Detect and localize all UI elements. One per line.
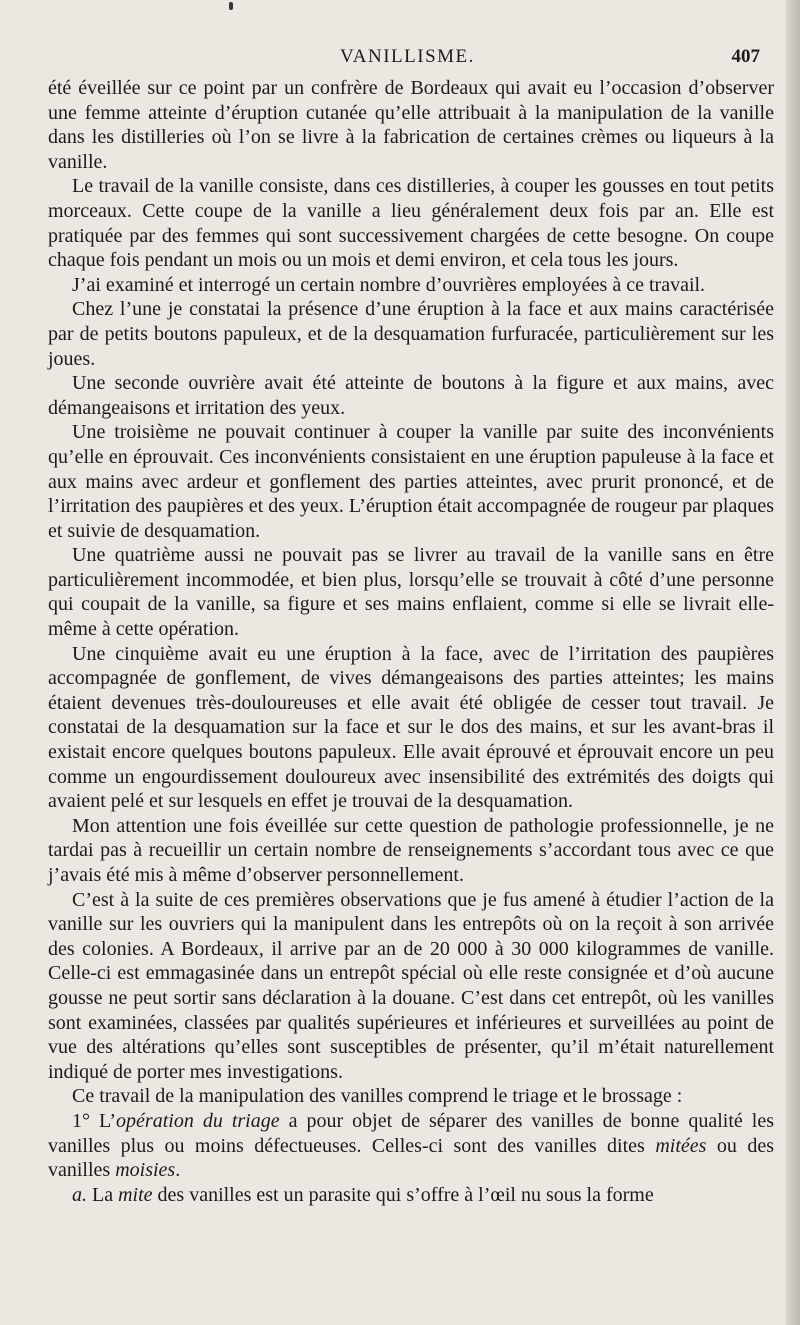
paragraph: Une quatrième aussi ne pouvait pas se livrer au travail de la vanille sans en être particulièrement incommodée, et bien plus, lorsqu’elle se trouvait à côté d’une personne qui coupait de la vanille, sa figure et ses mains enflaient, comme si elle se livrait elle-même à cette opération. (48, 544, 774, 641)
term-mitees: mitées (655, 1134, 707, 1157)
paragraph-triage: 1° L’opération du triage a pour objet de séparer des vanilles de bonne qualité les vanilles plus ou moins défectueuses. Celles-ci sont des vanilles dites mitées ou des vanilles moisies. (48, 1109, 774, 1182)
page-number: 407 (731, 46, 760, 67)
paragraph-mite: a. La mite des vanilles est un parasite qui s’offre à l’œil nu sous la forme (72, 1183, 654, 1206)
paragraph: Chez l’une je constatai la présence d’une éruption à la face et aux mains caractérisée par de petits boutons papuleux, et de la desquamation furfuracée, particulièrement sur les joues. (48, 298, 774, 370)
paragraph: Le travail de la vanille consiste, dans ces distilleries, à couper les gousses en tout petits morceaux. Cette coupe de la vanille a lieu généralement deux fois par an. Elle est pratiquée par des femmes qui sont successivement chargées de cette besogne. On coupe chaque fois pendant un mois ou un mois et demi environ, et cela tous les jours. (48, 175, 774, 272)
page-edge-shadow (786, 0, 800, 1325)
paragraph: J’ai examiné et interrogé un certain nombre d’ouvrières employées à ce travail. (72, 273, 706, 296)
item-letter: a. (72, 1183, 87, 1206)
term-moisies: moisies (115, 1159, 176, 1182)
paragraph: C’est à la suite de ces premières observations que je fus amené à étudier l’action de la vanille sur les ouvriers qui la manipulent dans les entrepôts où on la reçoit à son arrivée des colonies. A Bordeaux, il arrive par an de 20 000 à 30 000 kilogrammes de vanille. Celle-ci est emmagasinée dans un entrepôt spécial où elle reste consignée et d’où aucune gousse ne peut sortir sans déclaration à la douane. C’est dans cet entrepôt, où les vanilles sont examinées, classées par qualités supérieures et inférieures et surveillées au point de vue des altérations qu’elles sont susceptibles de présenter, qu’il m’était naturellement indiqué de porter mes investigations. (48, 888, 774, 1083)
paragraph: Une seconde ouvrière avait été atteinte de boutons à la figure et aux mains, avec démangeaisons et irritation des yeux. (48, 372, 774, 419)
ink-spot (229, 2, 233, 10)
paragraph: été éveillée sur ce point par un confrère de Bordeaux qui avait eu l’occasion d’observer une femme atteinte d’éruption cutanée qu’elle attribuait à la manipulation de la vanille dans les distilleries où l’on se livre à la fabrication de certaines crèmes ou liqueurs à la vanille. (48, 77, 774, 173)
running-title: VANILLISME. (340, 46, 475, 67)
body-text (48, 76, 774, 1207)
item-number: 1° (72, 1109, 90, 1132)
term-triage: opération du triage (116, 1109, 280, 1132)
running-head (48, 46, 774, 74)
term-mite: mite (118, 1183, 153, 1206)
paragraph: Une troisième ne pouvait continuer à couper la vanille par suite des inconvénients qu’elle en éprouvait. Ces inconvénients consistaient en une éruption papuleuse à la face et aux mains avec ardeur et gonflement des parties atteintes, avec prurit prononcé, et de l’irritation des paupières et des yeux. L’éruption était accompagnée de rougeur par plaques et suivie de desquamation. (48, 421, 774, 542)
paragraph: Ce travail de la manipulation des vanilles comprend le triage et le brossage : (72, 1085, 683, 1108)
paragraph: Une cinquième avait eu une éruption à la face, avec de l’irritation des paupières accompagnée de gonflement, de vives démangeaisons des parties atteintes; les mains étaient devenues très-douloureuses et elle avait été obligée de cesser tout travail. Je constatai de la desquamation sur la face et sur le dos des mains, et sur les avant-bras il existait encore quelques boutons papuleux. Elle avait éprouvé et éprouvait encore un peu comme un engourdissement douloureux avec insensibilité des extrémités des doigts qui avaient pelé et sur lesquels en effet je trouvai de la desquamation. (48, 642, 774, 813)
paragraph: Mon attention une fois éveillée sur cette question de pathologie professionnelle, je ne tardai pas à recueillir un certain nombre de renseignements s’accordant tous avec ce que j’avais été mis à même d’observer personnellement. (48, 814, 774, 886)
